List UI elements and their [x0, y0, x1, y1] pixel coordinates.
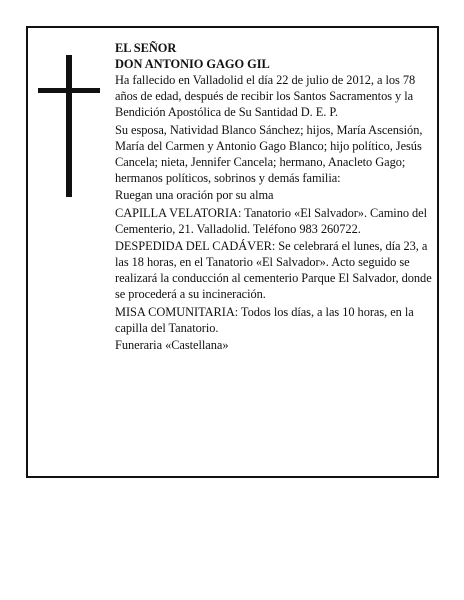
chapel-info: CAPILLA VELATORIA: Tanatorio «El Salvador». Camino del Cementerio, 21. Valladolid. Teléfono 983 260722.	[115, 205, 428, 236]
cross-vertical-bar	[66, 55, 72, 197]
family-list: Su esposa, Natividad Blanco Sánchez; hijos, María Ascensión, María del Carmen y Antonio Gago Blanco; hijo político, Jesús Cancela; nieta, Jennifer Cancela; hermano, Anacleto Gago; hermanos políticos, sobrinos y demás familia:	[115, 122, 423, 185]
mass-info: MISA COMUNITARIA: Todos los días, a las 10 horas, en la capilla del Tanatorio.	[115, 304, 414, 335]
funeral-home: Funeraria «Castellana»	[115, 338, 229, 352]
notice-title-line2: DON ANTONIO GAGO GIL	[115, 57, 270, 71]
notice-text	[115, 40, 433, 355]
cross-horizontal-bar	[38, 88, 100, 93]
notice-title-line1: EL SEÑOR	[115, 41, 177, 55]
death-announcement: Ha fallecido en Valladolid el día 22 de julio de 2012, a los 78 años de edad, después de recibir los Santos Sacramentos y la Bendición Apostólica de Su Santidad D. E. P.	[115, 73, 416, 119]
farewell-info: DESPEDIDA DEL CADÁVER: Se celebrará el lunes, día 23, a las 18 horas, en el Tanatorio «El Salvador». Acto seguido se realizará la conducción al cementerio Parque El Salvador, donde se procederá a su incineración.	[115, 239, 432, 301]
obituary-notice	[26, 26, 439, 478]
prayer-request: Ruegan una oración por su alma	[115, 188, 274, 202]
